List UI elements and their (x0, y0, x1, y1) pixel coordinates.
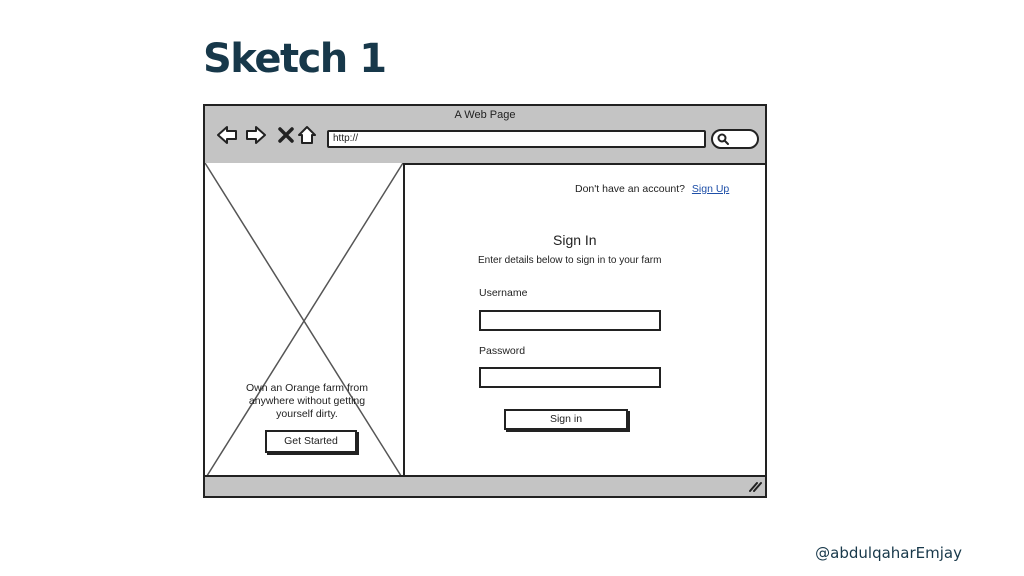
password-field[interactable] (479, 367, 661, 388)
window-title: A Web Page (454, 109, 516, 121)
address-bar[interactable]: http:// (327, 130, 706, 148)
close-icon[interactable] (275, 124, 297, 146)
browser-statusbar (205, 475, 765, 496)
username-label: Username (479, 287, 528, 299)
signin-subtitle: Enter details below to sign in to your farm (478, 255, 662, 266)
slide-title: Sketch 1 (203, 36, 386, 82)
forward-arrow-icon[interactable] (245, 124, 267, 146)
password-label: Password (479, 345, 526, 357)
author-handle: @abdulqaharEmjay (815, 544, 962, 562)
home-icon[interactable] (296, 124, 318, 146)
username-field[interactable] (479, 310, 661, 331)
signup-link[interactable]: Sign Up (691, 183, 730, 195)
get-started-button[interactable]: Get Started (265, 430, 357, 453)
hero-tagline: Own an Orange farm from anywhere without getting yourself dirty. (246, 382, 368, 420)
hero-image-placeholder (205, 163, 405, 479)
search-box[interactable] (711, 129, 759, 149)
signin-button[interactable]: Sign in (504, 409, 628, 430)
signup-prompt (575, 183, 729, 195)
resize-grip-icon[interactable] (748, 480, 762, 492)
signup-prompt-text: Don't have an account? (575, 183, 685, 195)
signin-title: Sign In (553, 232, 597, 248)
search-icon (716, 132, 730, 146)
browser-toolbar (205, 106, 765, 165)
back-arrow-icon[interactable] (216, 124, 238, 146)
browser-window-mockup (203, 104, 767, 498)
